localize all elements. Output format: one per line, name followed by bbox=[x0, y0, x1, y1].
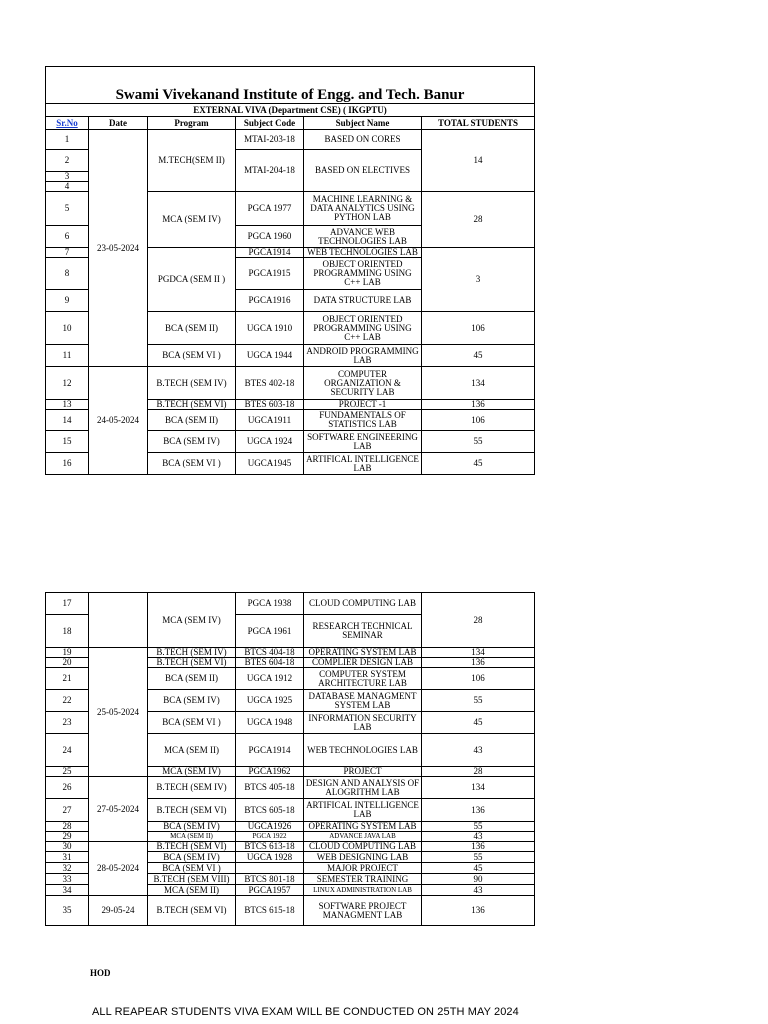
sr-no: 1 bbox=[46, 130, 89, 150]
date-cell: 24-05-2024 bbox=[89, 367, 148, 475]
total-students: 43 bbox=[422, 885, 535, 896]
subject-name: ANDROID PROGRAMMING LAB bbox=[304, 345, 422, 367]
sr-no: 29 bbox=[46, 832, 89, 842]
subject-code: BTCS 605-18 bbox=[236, 799, 304, 822]
program-cell: B.TECH (SEM IV) bbox=[148, 777, 236, 799]
program-cell: B.TECH (SEM IV) bbox=[148, 367, 236, 400]
sr-no: 33 bbox=[46, 874, 89, 885]
hod-signature-label: HOD bbox=[90, 968, 111, 978]
sr-no: 28 bbox=[46, 822, 89, 832]
subject-code: BTCS 615-18 bbox=[236, 896, 304, 926]
sr-no: 5 bbox=[46, 192, 89, 226]
sr-no: 10 bbox=[46, 312, 89, 345]
sr-no: 17 bbox=[46, 593, 89, 615]
viva-schedule-table-2 bbox=[45, 592, 535, 926]
subject-name: ARTIFICAL INTELLIGENCE LAB bbox=[304, 453, 422, 475]
sr-no: 27 bbox=[46, 799, 89, 822]
total-students: 45 bbox=[422, 863, 535, 874]
subject-name: FUNDAMENTALS OF STATISTICS LAB bbox=[304, 410, 422, 431]
total-students: 28 bbox=[422, 593, 535, 648]
sr-no: 14 bbox=[46, 410, 89, 431]
date-cell: 28-05-2024 bbox=[89, 842, 148, 896]
sr-no: 19 bbox=[46, 648, 89, 658]
subject-code: UGCA 1912 bbox=[236, 668, 304, 690]
subject-code: UGCA1911 bbox=[236, 410, 304, 431]
sr-no: 30 bbox=[46, 842, 89, 852]
program-cell: MCA (SEM IV) bbox=[148, 593, 236, 648]
total-students: 136 bbox=[422, 842, 535, 852]
subject-code bbox=[236, 863, 304, 874]
sr-no: 18 bbox=[46, 615, 89, 648]
sr-no: 22 bbox=[46, 690, 89, 712]
subject-code: MTAI-203-18 bbox=[236, 130, 304, 150]
date-cell bbox=[89, 593, 148, 648]
total-students: 55 bbox=[422, 852, 535, 863]
subject-name: CLOUD COMPUTING LAB bbox=[304, 842, 422, 852]
sr-no: 8 bbox=[46, 258, 89, 290]
sr-no: 6 bbox=[46, 226, 89, 248]
sr-no: 25 bbox=[46, 767, 89, 777]
program-cell: B.TECH (SEM VIII) bbox=[148, 874, 236, 885]
program-cell: BCA (SEM IV) bbox=[148, 690, 236, 712]
program-cell: MCA (SEM IV) bbox=[148, 767, 236, 777]
subject-name: SOFTWARE PROJECT MANAGMENT LAB bbox=[304, 896, 422, 926]
subject-code: PGCA1914 bbox=[236, 734, 304, 767]
subject-name: BASED ON ELECTIVES bbox=[304, 150, 422, 192]
subject-code: PGCA1915 bbox=[236, 258, 304, 290]
table-row bbox=[46, 777, 535, 799]
program-cell: BCA (SEM IV) bbox=[148, 822, 236, 832]
table-row bbox=[46, 367, 535, 400]
total-students: 136 bbox=[422, 799, 535, 822]
subject-code: BTES 402-18 bbox=[236, 367, 304, 400]
subject-name: DATA STRUCTURE LAB bbox=[304, 290, 422, 312]
subject-name: SOFTWARE ENGINEERING LAB bbox=[304, 431, 422, 453]
sr-no: 3 bbox=[46, 172, 89, 182]
subject-name: WEB DESIGNING LAB bbox=[304, 852, 422, 863]
table-row bbox=[46, 896, 535, 926]
subject-code: BTCS 613-18 bbox=[236, 842, 304, 852]
subject-name: INFORMATION SECURITY LAB bbox=[304, 712, 422, 734]
program-cell: B.TECH (SEM VI) bbox=[148, 799, 236, 822]
subject-code: BTCS 405-18 bbox=[236, 777, 304, 799]
total-students: 136 bbox=[422, 658, 535, 668]
header-srno: Sr.No bbox=[46, 117, 89, 130]
sr-no: 4 bbox=[46, 182, 89, 192]
program-cell: BCA (SEM II) bbox=[148, 312, 236, 345]
total-students: 43 bbox=[422, 734, 535, 767]
subject-name: RESEARCH TECHNICAL SEMINAR bbox=[304, 615, 422, 648]
sr-no: 13 bbox=[46, 400, 89, 410]
sr-no: 11 bbox=[46, 345, 89, 367]
subject-code: PGCA 1938 bbox=[236, 593, 304, 615]
sr-no: 21 bbox=[46, 668, 89, 690]
subject-name: CLOUD COMPUTING LAB bbox=[304, 593, 422, 615]
subject-name: DESIGN AND ANALYSIS OF ALOGRITHM LAB bbox=[304, 777, 422, 799]
program-cell: B.TECH (SEM VI) bbox=[148, 658, 236, 668]
program-cell: BCA (SEM VI ) bbox=[148, 345, 236, 367]
sr-no: 35 bbox=[46, 896, 89, 926]
sr-no: 24 bbox=[46, 734, 89, 767]
subject-name: OPERATING SYSTEM LAB bbox=[304, 648, 422, 658]
subject-name: PROJECT bbox=[304, 767, 422, 777]
sr-no: 23 bbox=[46, 712, 89, 734]
subject-name: MACHINE LEARNING & DATA ANALYTICS USING PYTHON LAB bbox=[304, 192, 422, 226]
subject-code: PGCA1962 bbox=[236, 767, 304, 777]
program-cell: M.TECH(SEM II) bbox=[148, 130, 236, 192]
subject-name: ADVANCE WEB TECHNOLOGIES LAB bbox=[304, 226, 422, 248]
subject-code: BTES 604-18 bbox=[236, 658, 304, 668]
total-students: 134 bbox=[422, 367, 535, 400]
sr-no: 20 bbox=[46, 658, 89, 668]
subject-code: PGCA 1961 bbox=[236, 615, 304, 648]
table-row bbox=[46, 842, 535, 852]
subject-code: UGCA 1924 bbox=[236, 431, 304, 453]
sr-no: 9 bbox=[46, 290, 89, 312]
sr-no: 34 bbox=[46, 885, 89, 896]
sr-no: 31 bbox=[46, 852, 89, 863]
total-students: 90 bbox=[422, 874, 535, 885]
subject-name: WEB TECHNOLOGIES LAB bbox=[304, 734, 422, 767]
program-cell: B.TECH (SEM VI) bbox=[148, 400, 236, 410]
total-students: 134 bbox=[422, 648, 535, 658]
header-subject-code: Subject Code bbox=[236, 117, 304, 130]
subject-code: UGCA 1948 bbox=[236, 712, 304, 734]
subject-name: ADVANCE JAVA LAB bbox=[304, 832, 422, 842]
total-students: 45 bbox=[422, 453, 535, 475]
subject-code: PGCA 1922 bbox=[236, 832, 304, 842]
total-students: 106 bbox=[422, 410, 535, 431]
subject-name: OBJECT ORIENTED PROGRAMMING USING C++ LAB bbox=[304, 312, 422, 345]
program-cell: BCA (SEM VI ) bbox=[148, 712, 236, 734]
total-students: 45 bbox=[422, 345, 535, 367]
total-students: 3 bbox=[422, 248, 535, 312]
subject-code: UGCA1926 bbox=[236, 822, 304, 832]
total-students: 136 bbox=[422, 400, 535, 410]
program-cell: BCA (SEM VI ) bbox=[148, 453, 236, 475]
sr-no: 32 bbox=[46, 863, 89, 874]
total-students: 28 bbox=[422, 192, 535, 248]
program-cell: BCA (SEM IV) bbox=[148, 431, 236, 453]
subject-name: LINUX ADMINISTRATION LAB bbox=[304, 885, 422, 896]
program-cell: B.TECH (SEM IV) bbox=[148, 648, 236, 658]
sr-no: 7 bbox=[46, 248, 89, 258]
date-cell: 25-05-2024 bbox=[89, 648, 148, 777]
subject-name: BASED ON CORES bbox=[304, 130, 422, 150]
subject-name: COMPUTER ORGANIZATION & SECURITY LAB bbox=[304, 367, 422, 400]
subject-code: PGCA 1977 bbox=[236, 192, 304, 226]
viva-schedule-table-1 bbox=[45, 66, 535, 475]
program-cell: BCA (SEM II) bbox=[148, 668, 236, 690]
program-cell: B.TECH (SEM VI) bbox=[148, 842, 236, 852]
table-row bbox=[46, 593, 535, 615]
table-row bbox=[46, 130, 535, 150]
subject-name: DATABASE MANAGMENT SYSTEM LAB bbox=[304, 690, 422, 712]
subject-code: PGCA1914 bbox=[236, 248, 304, 258]
page-subtitle: EXTERNAL VIVA (Department CSE) ( IKGPTU) bbox=[46, 104, 535, 117]
subject-name: OPERATING SYSTEM LAB bbox=[304, 822, 422, 832]
total-students: 136 bbox=[422, 896, 535, 926]
program-cell: PGDCA (SEM II ) bbox=[148, 248, 236, 312]
header-date: Date bbox=[89, 117, 148, 130]
total-students: 28 bbox=[422, 767, 535, 777]
date-cell: 27-05-2024 bbox=[89, 777, 148, 842]
sr-no: 16 bbox=[46, 453, 89, 475]
subject-code: BTES 603-18 bbox=[236, 400, 304, 410]
subject-name: MAJOR PROJECT bbox=[304, 863, 422, 874]
header-program: Program bbox=[148, 117, 236, 130]
subject-code: BTCS 404-18 bbox=[236, 648, 304, 658]
page-title: Swami Vivekanand Institute of Engg. and Tech. Banur bbox=[46, 67, 535, 104]
subject-name: PROJECT -1 bbox=[304, 400, 422, 410]
date-cell: 29-05-24 bbox=[89, 896, 148, 926]
subject-name: ARTIFICAL INTELLIGENCE LAB bbox=[304, 799, 422, 822]
subject-name: WEB TECHNOLOGIES LAB bbox=[304, 248, 422, 258]
sr-no: 26 bbox=[46, 777, 89, 799]
program-cell: BCA (SEM II) bbox=[148, 410, 236, 431]
subject-code: UGCA 1944 bbox=[236, 345, 304, 367]
total-students: 43 bbox=[422, 832, 535, 842]
reappear-notice: ALL REAPEAR STUDENTS VIVA EXAM WILL BE CONDUCTED ON 25TH MAY 2024 bbox=[92, 1006, 519, 1018]
total-students: 106 bbox=[422, 668, 535, 690]
subject-code: UGCA 1910 bbox=[236, 312, 304, 345]
subject-code: BTCS 801-18 bbox=[236, 874, 304, 885]
subject-code: PGCA1916 bbox=[236, 290, 304, 312]
subject-code: PGCA1957 bbox=[236, 885, 304, 896]
program-cell: MCA (SEM II) bbox=[148, 734, 236, 767]
table-row bbox=[46, 648, 535, 658]
program-cell: BCA (SEM IV) bbox=[148, 852, 236, 863]
total-students: 134 bbox=[422, 777, 535, 799]
sr-no: 2 bbox=[46, 150, 89, 172]
program-cell: BCA (SEM VI ) bbox=[148, 863, 236, 874]
subject-code: UGCA 1925 bbox=[236, 690, 304, 712]
subject-name: OBJECT ORIENTED PROGRAMMING USING C++ LAB bbox=[304, 258, 422, 290]
total-students: 55 bbox=[422, 431, 535, 453]
total-students: 14 bbox=[422, 130, 535, 192]
subject-code: UGCA1945 bbox=[236, 453, 304, 475]
total-students: 55 bbox=[422, 822, 535, 832]
total-students: 106 bbox=[422, 312, 535, 345]
subject-name: COMPLIER DESIGN LAB bbox=[304, 658, 422, 668]
program-cell: MCA (SEM II) bbox=[148, 832, 236, 842]
header-total-students: TOTAL STUDENTS bbox=[422, 117, 535, 130]
total-students: 55 bbox=[422, 690, 535, 712]
table-header-row bbox=[46, 117, 535, 130]
subject-name: COMPUTER SYSTEM ARCHITECTURE LAB bbox=[304, 668, 422, 690]
sr-no: 15 bbox=[46, 431, 89, 453]
date-cell: 23-05-2024 bbox=[89, 130, 148, 367]
header-subject-name: Subject Name bbox=[304, 117, 422, 130]
program-cell: MCA (SEM II) bbox=[148, 885, 236, 896]
program-cell: B.TECH (SEM VI) bbox=[148, 896, 236, 926]
total-students: 45 bbox=[422, 712, 535, 734]
subject-code: UGCA 1928 bbox=[236, 852, 304, 863]
sr-no: 12 bbox=[46, 367, 89, 400]
subject-code: MTAI-204-18 bbox=[236, 150, 304, 192]
subject-code: PGCA 1960 bbox=[236, 226, 304, 248]
subject-name: SEMESTER TRAINING bbox=[304, 874, 422, 885]
program-cell: MCA (SEM IV) bbox=[148, 192, 236, 248]
